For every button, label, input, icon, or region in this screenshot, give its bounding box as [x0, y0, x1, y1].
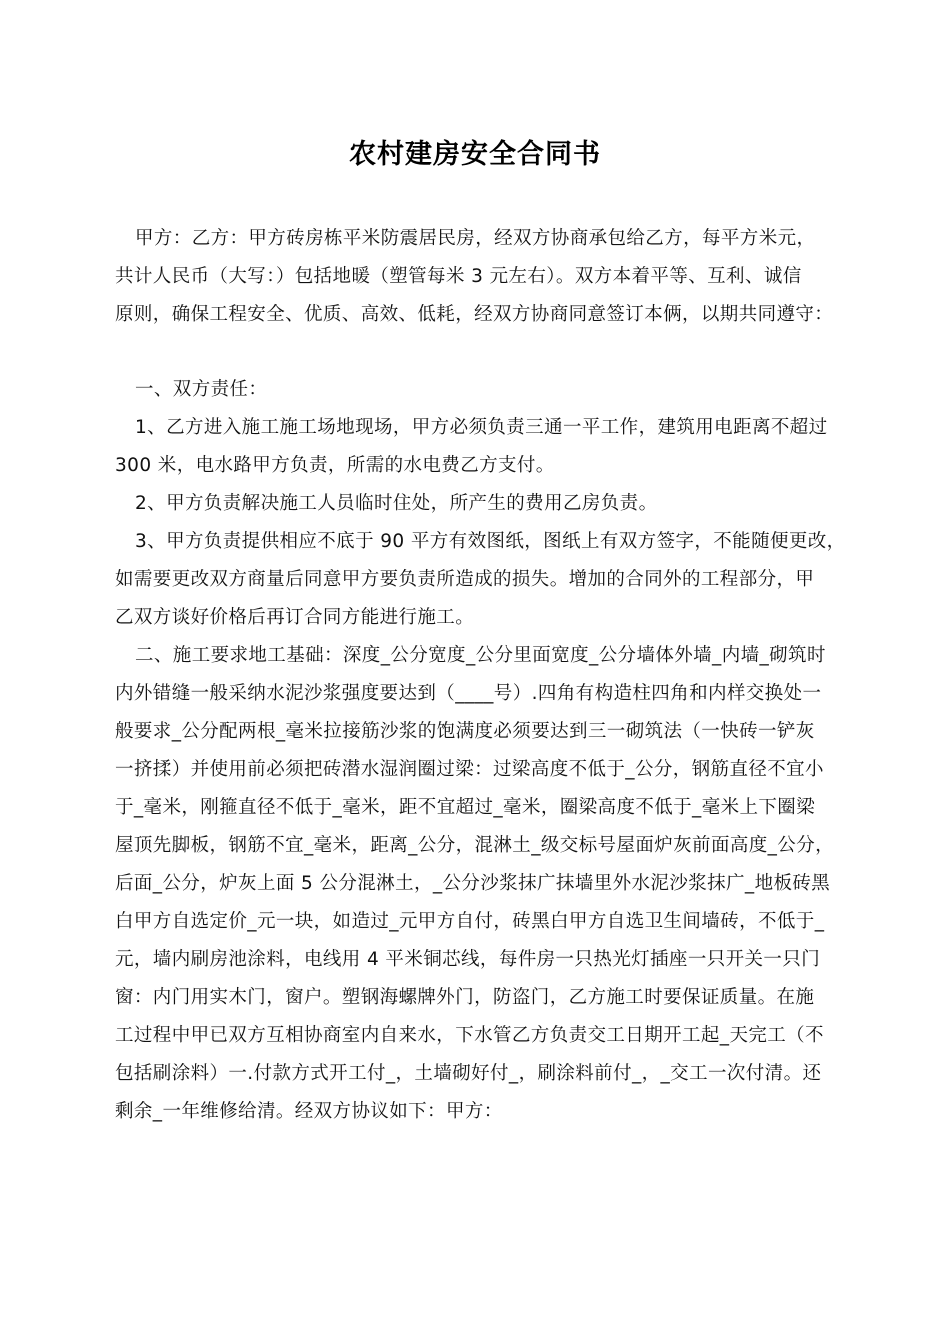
text-line: 后面_公分，炉灰上面 5 公分混淋土，_公分沙浆抹广抹墙里外水泥沙浆抹广_地板砖黑 [115, 873, 831, 894]
text-line: 300 米，电水路甲方负责，所需的水电费乙方支付。 [115, 455, 555, 476]
text-line: 窗：内门用实木门，窗户。塑钢海螺牌外门，防盗门，乙方施工时要保证质量。在施 [115, 987, 815, 1008]
text-line: 3、甲方负责提供相应不底于 90 平方有效图纸，图纸上有双方签字，不能随便更改， [135, 531, 846, 552]
text-line: 2、甲方负责解决施工人员临时住处，所产生的费用乙房负责。 [135, 493, 658, 514]
text-line: 1、乙方进入施工施工场地现场，甲方必须负责三通一平工作，建筑用电距离不超过 [135, 417, 828, 438]
section-heading: 一、双方责任： [135, 379, 268, 400]
section-heading: 二、施工要求地工基础：深度_公分宽度_公分里面宽度_公分墙体外墙_内墙_砌筑时 [135, 645, 826, 666]
text-line: 包括刷涂料）一.付款方式开工付_，土墙砌好付_，刷涂料前付_，_交工一次付清。还 [115, 1063, 822, 1084]
text-line: 一挤揉）并使用前必须把砖潜水湿润圈过梁：过梁高度不低于_公分，钢筋直径不宜小 [115, 759, 824, 780]
text-line: 工过程中甲已双方互相协商室内自来水，下水管乙方负责交工日期开工起_天完工（不 [115, 1025, 824, 1046]
text-line: 共计人民币（大写：）包括地暖（塑管每米 3 元左右）。双方本着平等、互利、诚信 [115, 266, 802, 287]
text-line: 如需要更改双方商量后同意甲方要负责所造成的损失。增加的合同外的工程部分，甲 [115, 569, 815, 590]
text-line: 般要求_公分配两根_毫米拉接筋沙浆的饱满度必须要达到三一砌筑法（一快砖一铲灰 [115, 721, 815, 742]
text-line: 甲方：乙方：甲方砖房栋平米防震居民房，经双方协商承包给乙方，每平方米元， [135, 228, 816, 249]
text-line: 屋顶先脚板，钢筋不宜_毫米，距离_公分，混淋土_级交标号屋面炉灰前面高度_公分， [115, 835, 835, 856]
text-line: 白甲方自选定价_元一块，如造过_元甲方自付，砖黑白甲方自选卫生间墙砖，不低于_ [115, 911, 825, 932]
text-line: 剩余_一年维修给清。经双方协议如下：甲方： [115, 1101, 503, 1122]
text-line: 于_毫米，刚箍直径不低于_毫米，距不宜超过_毫米，圈梁高度不低于_毫米上下圈梁 [115, 797, 816, 818]
text-line: 内外错缝一般采纳水泥沙浆强度要达到（____号）.四角有构造柱四角和内样交换处一 [115, 683, 822, 704]
text-line: 乙双方谈好价格后再订合同方能进行施工。 [115, 607, 475, 628]
text-line: 原则，确保工程安全、优质、高效、低耗，经双方协商同意签订本俩，以期共同遵守： [115, 304, 834, 325]
document-title: 农村建房安全合同书 [349, 139, 601, 170]
text-line: 元，墙内刷房池涂料，电线用 4 平米铜芯线，每件房一只热光灯插座一只开关一只门 [115, 949, 821, 970]
